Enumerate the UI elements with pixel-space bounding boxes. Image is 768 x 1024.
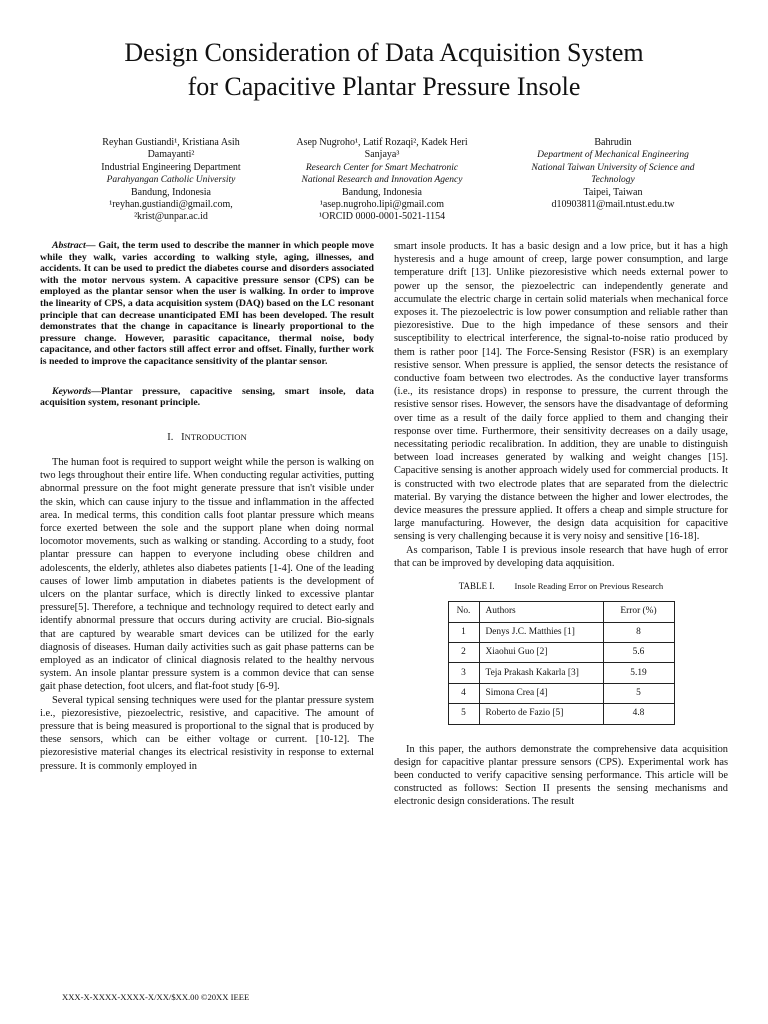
author-block-3	[498, 137, 728, 211]
right-column	[394, 240, 728, 809]
table-header-row	[448, 602, 674, 622]
title-line-1: Design Consideration of Data Acquisition System	[124, 38, 644, 67]
author-email: ¹asep.nugroho.lipi@gmail.com	[319, 199, 445, 211]
left-column	[40, 240, 374, 773]
keywords-lead: Keywords	[52, 385, 92, 397]
author-city: Bandung, Indonesia	[342, 186, 422, 198]
table-cell: 5.6	[603, 643, 674, 663]
table-header-cell: No.	[448, 602, 479, 622]
author-department: Research Center for Smart Mechatronic	[305, 162, 459, 173]
table-header-cell: Authors	[479, 602, 603, 622]
table-row	[448, 622, 674, 642]
table-caption	[394, 580, 728, 593]
table-cell: 5	[448, 704, 479, 724]
body-paragraph: As comparison, Table I is previous insole research that have hugh of error that can be improved by developing data aqquisition.	[394, 544, 728, 569]
table-cell: 1	[448, 622, 479, 642]
table-row	[448, 663, 674, 683]
table-row	[448, 643, 674, 663]
author-organization: Parahyangan Catholic University	[106, 175, 236, 186]
author-email: ²krist@unpar.ac.id	[134, 211, 208, 223]
author-names: Reyhan Gustiandi¹, Kristiana Asih	[102, 137, 240, 148]
body-paragraph: Several typical sensing techniques were used for the plantar pressure system i.e., piezoresistive, piezoelectric, resistive, and capacitive. The amount of pressure that is being measured is proportional to the signal that is produced by these sensors, which can be either voltage or current. [10-12]. The piezoresistive material changes its electrical resistivity in response to external pressure. It is commonly employed in	[40, 694, 374, 772]
section-title-initial: I	[181, 431, 185, 443]
author-names: Bahrudin	[594, 137, 632, 148]
abstract-text: Gait, the term used to describe the manner in which people move while they walk, varies according to walking style, aging, illnesses, and accidents. It can be used to predict the diabetes course and disorders associated with the motor nervous system. A capacitive pressure sensor (CPS) can be employed as the plantar sensor when the user is walking. In order to improve the linearity of CPS, a data acquisition system (DAQ) based on the LC resonant principle that can decrease unanticipated EMI has been developed. The result demonstrates that the change in capacitance is linearly proportional to the pressure change. However, parasitic capacitance, thermal noise, body capacitance, and other factors still affect error and offset. Finally, further work is needed to improve the capacitance sensitivity of the plantar sensor.	[40, 240, 374, 367]
author-block-1	[62, 137, 280, 224]
author-email: d10903811@mail.ntust.edu.tw	[551, 199, 675, 211]
keywords	[40, 386, 374, 409]
copyright-footer: XXX-X-XXXX-XXXX-X/XX/$XX.00 ©20XX IEEE	[62, 992, 250, 1002]
author-names: Sanjaya³	[364, 149, 400, 161]
section-title-rest: NTRODUCTION	[184, 431, 247, 442]
table-title: Insole Reading Error on Previous Research	[514, 581, 664, 592]
body-paragraph: In this paper, the authors demonstrate the comprehensive data acquisition design for capacitive plantar pressure sensors (CPS). Experimental work has been conducted to verify capacitive sensing performance. This article will be constructed as follows: Section II presents the sensing mechanisms and electronic design considerations. The result	[394, 743, 728, 808]
table-header-cell: Error (%)	[603, 602, 674, 622]
table-cell: 4.8	[603, 704, 674, 724]
author-department: Technology	[591, 175, 635, 186]
table-cell: Teja Prakash Kakarla [3]	[479, 663, 603, 683]
author-names: Asep Nugroho¹, Latif Rozaqi², Kadek Heri	[296, 137, 468, 148]
table-cell: 8	[603, 622, 674, 642]
author-department: Department of Mechanical Engineering	[537, 150, 689, 161]
author-email: ¹reyhan.gustiandi@gmail.com,	[109, 199, 233, 211]
author-department: Industrial Engineering Department	[101, 161, 241, 173]
section-heading-introduction	[40, 431, 374, 444]
table-row	[448, 704, 674, 724]
table-cell: 3	[448, 663, 479, 683]
table-label: TABLE I.	[458, 581, 495, 592]
body-paragraph: smart insole products. It has a basic design and a low price, but it has a high hysteresis and a huge amount of creep, large power consumption, and large temperature drift [13]. Unlike piezoresistive which needs external power to power up the sensor, the piezoelectric can independently generate and accumulate the electric charge in certain solid materials when mechanical force exposes it. The piezoelectric is low power consumption and reliable rather than piezoresistive. Due to the high impedance of these sensors and their susceptibility to electrical interference, the signal-to-noise ratio produced by them is rather poor [14]. The Force-Sensing Resistor (FSR) is an exemplary resistive sensor. When pressure is applied, the sensor detects the resistance of conductive foam between two electrodes. As the conductive layer transforms (i.e., its resistance drops) in response to pressure, the current through the resistive sensor rises. However, the sensors have the disadvantage of deforming over time as a result of the daily force applied to them and changing their response over time. Furthermore, their sensitivity decreases on a daily usage, necessitating periodic recalibration. In addition, they are unable to distinguish between load increases generated by walking and weight changes [15]. Capacitive sensing is another approach widely used for commercial products. It is constructed with two electrode plates that are separated from the dielectric material. By varying the distance between the higher and lower electrodes, the device measures the pressure applied. It offers a cheap and simple structure for large manufacturing. However, the design data acquisition for capacitive sensing is very challenging because it is very noisy and sensitive [16-18].	[394, 241, 728, 543]
author-orcid: ¹ORCID 0000-0001-5021-1154	[318, 211, 446, 223]
table-cell: Denys J.C. Matthies [1]	[479, 622, 603, 642]
paper-title	[40, 36, 728, 104]
author-department: National Research and Innovation Agency	[301, 175, 463, 186]
author-city: Bandung, Indonesia	[131, 186, 211, 198]
table-cell: 4	[448, 683, 479, 703]
table-cell: 2	[448, 643, 479, 663]
section-number: I.	[167, 431, 174, 443]
abstract	[40, 240, 374, 368]
table-row	[448, 683, 674, 703]
author-department: National Taiwan University of Science and	[531, 162, 695, 173]
table-cell: Roberto de Fazio [5]	[479, 704, 603, 724]
author-names: Damayanti²	[147, 149, 195, 161]
body-paragraph: The human foot is required to support weight while the person is walking on two legs throughout their entire life. When conducting regular activities, putting abnormal pressure on the foot might generate pressure that isn't visible under the skin, which can cause injury to the tissue and inflammation in the affected area. In medical terms, this condition calls foot plantar pressure which means force exerted between the sole and the support plane when doing normal locomotor movements, such as walking or standing. According to a study, foot plantar pressure can happen to everyone including obese children and adolescents, the elderly, athletes also diabetes patients [1-4]. One of the leading causes of lower limb amputation in diabetes patients is the development of ulcers on the plantar surface, which is directly linked to excessive plantar pressure[5]. Therefore, a technique and technology required to detect early and identify abnormal pressure that occurs during activity are crucial. Bio-signals that are captured by wearable smart devices can be utilized for the early diagnosis of diseases. Human daily activities such as gait phase patterns can be employed as an indicator of clinical diagnosis related to the healthy nervous system. An insole plantar pressure system is a common device that can sense gait phase detection, foot ulcers, and flat-foot study [6-9].	[40, 456, 374, 693]
table-cell: 5.19	[603, 663, 674, 683]
author-city: Taipei, Taiwan	[583, 186, 643, 198]
abstract-lead: Abstract—	[52, 240, 96, 251]
insole-error-table	[448, 601, 675, 724]
table-cell: Simona Crea [4]	[479, 683, 603, 703]
keywords-text: —Plantar pressure, capacitive sensing, smart insole, data acquisition system, resonant principle.	[40, 385, 374, 409]
table-cell: Xiaohui Guo [2]	[479, 643, 603, 663]
author-block-2	[272, 137, 492, 224]
title-line-2: for Capacitive Plantar Pressure Insole	[187, 72, 581, 101]
table-cell: 5	[603, 683, 674, 703]
